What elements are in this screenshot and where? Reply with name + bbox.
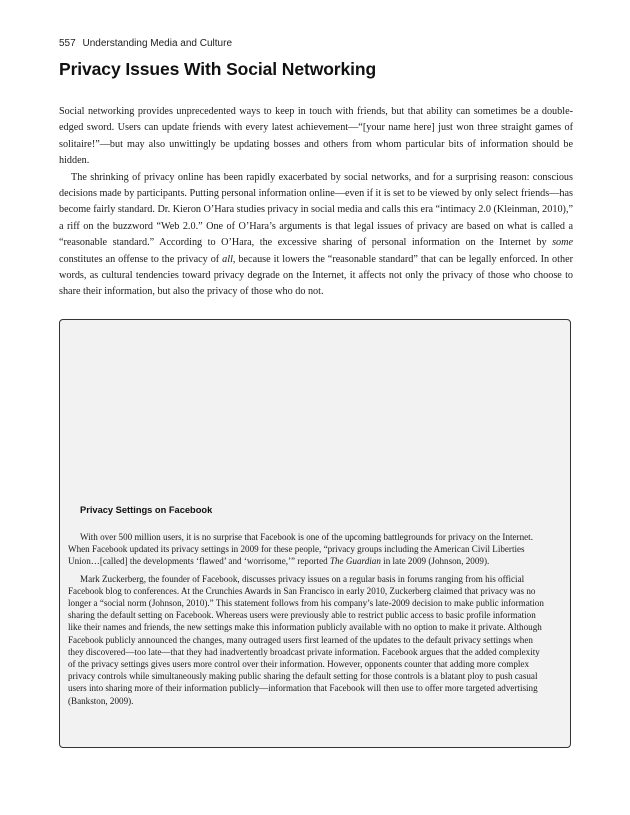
section-body [59, 104, 573, 301]
running-header [59, 38, 232, 49]
body-text-run: , because it lowers the “reasonable standard” that can be legally enforced. In other words, as cultural tendencies toward privacy degrade on the Internet, it affects not only the privacy of those who choose to share their information, but also the privacy of those who do not. [59, 253, 573, 298]
section-title: Privacy Issues With Social Networking [59, 59, 377, 79]
sidebar-text-run: With over 500 million users, it is no surprise that Facebook is one of the upcoming battlegrounds for privacy on the Internet. When Facebook updated its privacy settings in 2009 for these people, “privacy groups including the American Civil Liberties Union…[called] the developments ‘flawed’ and ‘worrisome,’” reported [68, 532, 533, 567]
body-text-run: The shrinking of privacy online has been rapidly exacerbated by social networks, and for a surprising reason: conscious decisions made by participants. Putting personal information online—even if it is set to be viewed by only select friends—has become fairly standard. Dr. Kieron O’Hara studies privacy in social media and calls this era “intimacy 2.0 (Kleinman, 2010),” a riff on the buzzword “Web 2.0.” One of O’Hara’s arguments is that legal issues of privacy are based on what is called a “reasonable standard.” According to O’Hara, the excessive sharing of personal information on the Internet by [59, 171, 574, 249]
sidebar-text-run: in late 2009 (Johnson, 2009). [380, 556, 490, 567]
sidebar-heading: Privacy Settings on Facebook [80, 505, 213, 515]
sidebar-box [59, 319, 571, 748]
sidebar-paragraph-2: Mark Zuckerberg, the founder of Facebook, discusses privacy issues on a regular basis in forums ranging from his official Facebook blog to conferences. At the Crunchies Awards in San Francisco in early 2010, Zuckerberg claimed that privacy was no longer a “social norm (Johnson, 2010).” This statement follows from his company’s late-2009 decision to make public information sharing the default setting on Facebook. Whereas users were previously able to restrict public access to basic profile information like their names and friends, the new settings make this information publicly available with no option to make it private. Although Facebook publicly announced the changes, many outraged users first learned of the updates to the default privacy settings when they discovered—too late—that they had inadvertently broadcast private information. Facebook argues that the added complexity of the privacy settings gives users more control over their information. However, opponents counter that adding more complex privacy controls while simultaneously making public sharing the default setting for those controls is a blatant ploy to push casual users into sharing more of their information publicly—information that Facebook will then use to offer more targeted advertising (Bankston, 2009). [68, 573, 544, 706]
body-paragraph-1: Social networking provides unprecedented ways to keep in touch with friends, but that ability can sometimes be a double-edged sword. Users can update friends with every latest achievement—“[your name here] just won three straight games of solitaire!”—but may also unwittingly be updating bosses and others from whom particular bits of information should be hidden. [59, 106, 573, 167]
body-text-run: constitutes an offense to the privacy of [59, 253, 223, 265]
publication-title: The Guardian [329, 556, 381, 567]
sidebar-body [68, 531, 546, 707]
emphasis-some: some [552, 237, 573, 249]
emphasis-all: all [222, 253, 233, 265]
book-title: Understanding Media and Culture [82, 38, 233, 49]
page-number: 557 [59, 38, 76, 49]
sidebar-paragraph-1 [68, 531, 546, 568]
body-paragraph-2 [59, 170, 573, 301]
